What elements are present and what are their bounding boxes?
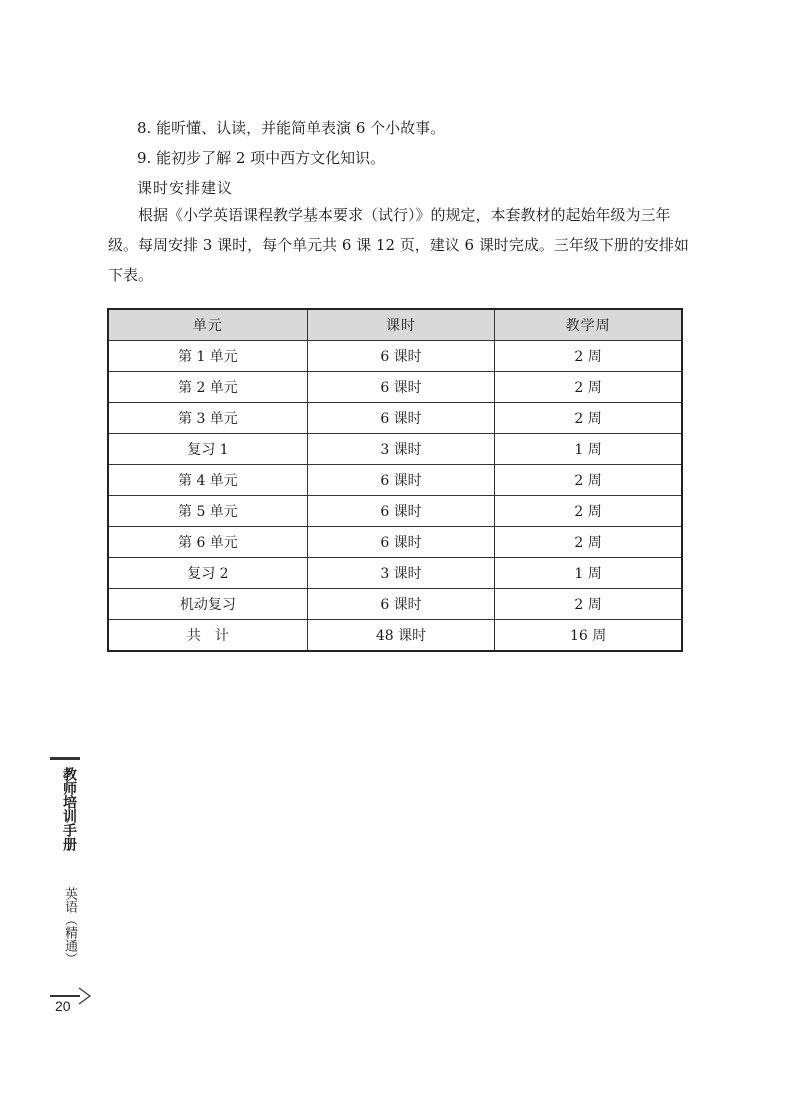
cell-weeks: 2 周 — [495, 465, 682, 496]
cell-hours: 3 课时 — [307, 434, 494, 465]
cell-hours: 3 课时 — [307, 558, 494, 589]
book-title: 教师培训手册 — [61, 767, 77, 851]
cell-unit: 第 6 单元 — [108, 527, 307, 558]
cell-hours: 6 课时 — [307, 589, 494, 620]
cell-hours: 6 课时 — [307, 403, 494, 434]
header-hours: 课时 — [307, 309, 494, 341]
cell-weeks: 2 周 — [495, 589, 682, 620]
cell-hours: 6 课时 — [307, 527, 494, 558]
cell-weeks: 2 周 — [495, 496, 682, 527]
table-row — [108, 341, 682, 372]
cell-unit: 共 计 — [108, 620, 307, 652]
cell-hours: 6 课时 — [307, 465, 494, 496]
side-tab-top-rule — [50, 757, 80, 760]
cell-weeks: 16 周 — [495, 620, 682, 652]
cell-weeks: 2 周 — [495, 527, 682, 558]
cell-hours: 6 课时 — [307, 372, 494, 403]
header-unit: 单元 — [108, 309, 307, 341]
header-weeks: 教学周 — [495, 309, 682, 341]
cell-unit: 第 2 单元 — [108, 372, 307, 403]
cell-unit: 机动复习 — [108, 589, 307, 620]
page-number: 20 — [55, 998, 71, 1014]
cell-unit: 复习 2 — [108, 558, 307, 589]
table-row — [108, 589, 682, 620]
cell-weeks: 1 周 — [495, 558, 682, 589]
table-row — [108, 496, 682, 527]
chevron-right-icon — [77, 986, 93, 1006]
cell-unit: 第 3 单元 — [108, 403, 307, 434]
schedule-table — [107, 308, 683, 652]
side-tab — [48, 757, 88, 1007]
list-item-8: 8. 能听懂、认读，并能简单表演 6 个小故事。 — [137, 119, 446, 137]
cell-unit: 第 5 单元 — [108, 496, 307, 527]
table-row — [108, 372, 682, 403]
cell-unit: 复习 1 — [108, 434, 307, 465]
list-item-9: 9. 能初步了解 2 项中西方文化知识。 — [137, 149, 386, 167]
table-row — [108, 434, 682, 465]
table-row — [108, 558, 682, 589]
table-row — [108, 465, 682, 496]
table-row — [108, 527, 682, 558]
cell-unit: 第 1 单元 — [108, 341, 307, 372]
cell-hours: 6 课时 — [307, 496, 494, 527]
body-paragraph: 根据《小学英语课程教学基本要求（试行）》的规定，本套教材的起始年级为三年级。每周安排 3 课时，每个单元共 6 课 12 页，建议 6 课时完成。三年级下册的安排如下表。 — [108, 206, 689, 284]
table-header-row — [108, 309, 682, 341]
cell-weeks: 2 周 — [495, 372, 682, 403]
side-tab-bottom-rule — [50, 995, 80, 997]
cell-hours: 48 课时 — [307, 620, 494, 652]
cell-weeks: 2 周 — [495, 341, 682, 372]
book-subtitle: 英语（精通） — [62, 887, 77, 965]
cell-hours: 6 课时 — [307, 341, 494, 372]
cell-weeks: 1 周 — [495, 434, 682, 465]
table-row — [108, 403, 682, 434]
table-total-row — [108, 620, 682, 652]
cell-unit: 第 4 单元 — [108, 465, 307, 496]
cell-weeks: 2 周 — [495, 403, 682, 434]
section-heading: 课时安排建议 — [137, 179, 234, 197]
